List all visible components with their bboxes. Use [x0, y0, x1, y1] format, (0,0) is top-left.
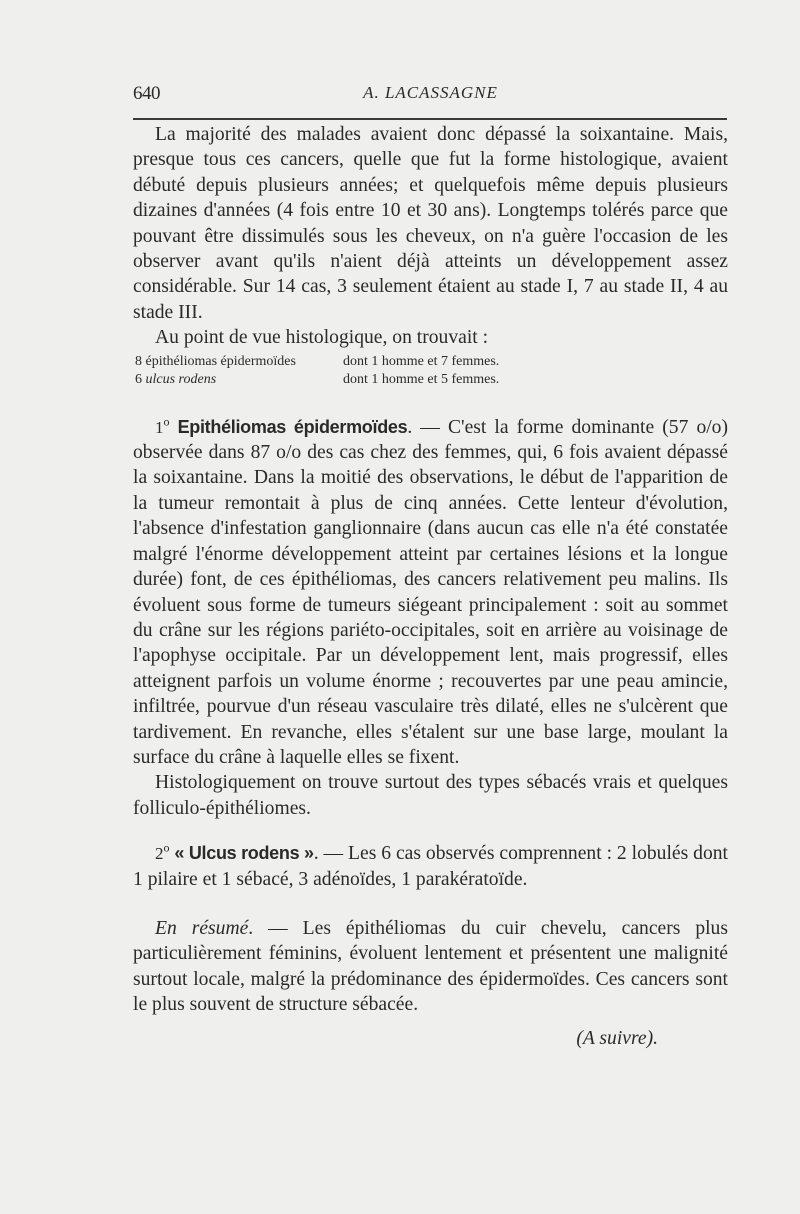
case-list-row	[135, 353, 728, 371]
paragraph-age-duration: La majorité des malades avaient donc dépassé la soixantaine. Mais, presque tous ces cancers, quelle que fut la forme histologique, avaient débuté depuis plusieurs années; et quelquefois même depuis plusieurs dizaines d'années (4 fois entre 10 et 30 ans). Longtemps tolérés parce que pouvant être dissimulés sous les cheveux, on n'a guère l'occasion de les observer avant qu'ils n'aient déjà atteints un développement assez considérable. Sur 14 cas, 3 seulement étaient au stade I, 7 au stade II, 4 au stade III.	[133, 124, 728, 323]
degree-sign: o	[163, 840, 170, 855]
paragraph-histology-types: Histologiquement on trouve surtout des types sébacés vrais et quelques folliculo-épithéliomes.	[133, 772, 728, 819]
section-ulcus-rodens	[133, 841, 728, 892]
running-head	[133, 83, 728, 107]
section-body: . — Les 6 cas observés comprennent : 2 lobulés dont 1 pilaire et 1 sébacé, 3 adénoïdes, 1 parakératoïde.	[133, 843, 728, 890]
running-head-author: A. LACASSAGNE	[363, 83, 498, 102]
summary-body: . — Les épithéliomas du cuir chevelu, cancers plus particulièrement féminins, évoluent lentement et présentent une malignité surtout locale, malgré la prédominance des épidermoïdes. Ces cancers sont le plus souvent de structure sébacée.	[133, 917, 728, 1016]
case-breakdown: dont 1 homme et 5 femmes.	[343, 371, 500, 387]
case-type: ulcus rodens	[145, 371, 217, 387]
case-type-label	[135, 371, 343, 389]
spacer	[133, 389, 728, 415]
header-rule	[133, 118, 727, 120]
degree-sign: o	[163, 414, 170, 429]
case-type-label	[135, 353, 343, 371]
section-number: 2	[155, 844, 164, 864]
spacer	[133, 821, 728, 841]
paragraph-summary	[133, 916, 728, 1018]
case-type: épithéliomas épidermoïdes	[145, 353, 296, 369]
case-count: 8	[135, 353, 142, 369]
case-list	[133, 353, 728, 389]
page-number: 640	[133, 83, 160, 104]
section-epitheliomas	[133, 415, 728, 771]
case-list-row	[135, 371, 728, 389]
spacer	[133, 892, 728, 916]
section-heading: Epithéliomas épidermoïdes	[177, 416, 408, 437]
section-body: . — C'est la forme dominante (57 o/o) observée dans 87 o/o des cas chez des femmes, qui, 6 fois avaient dépassé la soixantaine. Dans la moitié des observations, le début de l'apparition de la tumeur remontait à plus de cinq années. Cette lenteur d'évolution, l'absence d'infestation ganglionnaire (dans aucun cas elle n'a été constatée malgré l'énorme développement atteint par certaines lésions et la longue durée) font, de ces épithéliomas, des cancers relativement peu malins. Ils évoluent sous forme de tumeurs siégeant principalement : soit au sommet du crâne sur les régions pariéto-occipitales, soit en arrière au voisinage de l'apophyse occipitale. Par un développement lent, mais progressif, elles atteignent parfois un volume énorme ; recouvertes par une peau amincie, infiltrée, pourvue d'un réseau vasculaire très dilaté, elles ne s'ulcèrent que tardivement. En revanche, elles s'étalent sur une base large, moulant la surface du crâne à laquelle elles se fixent.	[133, 416, 729, 768]
section-heading: « Ulcus rodens »	[174, 843, 314, 864]
continuation-note: (A suivre).	[576, 1027, 658, 1049]
paragraph-histology-intro: Au point de vue histologique, on trouvait :	[155, 327, 489, 349]
case-breakdown: dont 1 homme et 7 femmes.	[343, 353, 500, 369]
case-count: 6	[135, 371, 142, 387]
section-number: 1	[155, 417, 164, 437]
summary-label: En résumé	[155, 917, 249, 939]
body-text	[133, 122, 728, 1051]
